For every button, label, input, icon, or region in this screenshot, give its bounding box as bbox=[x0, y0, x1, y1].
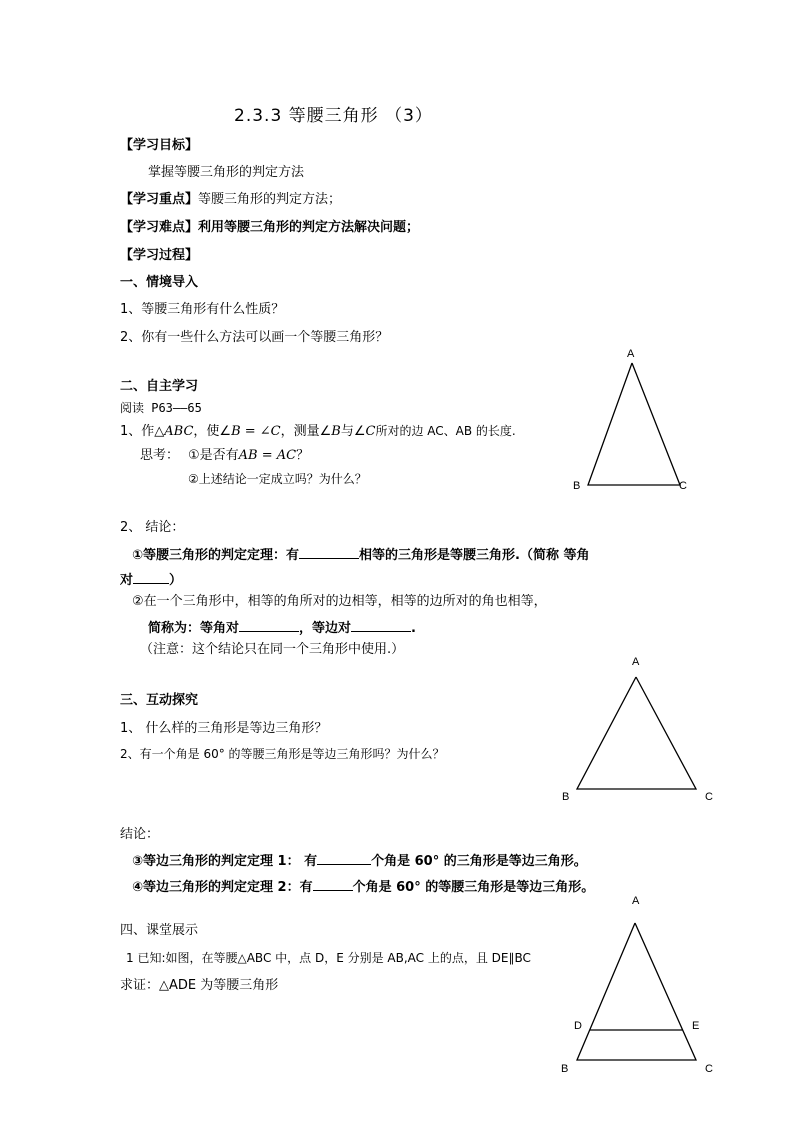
theorem1-part-b: 相等的三角形是等腰三角形.（简称 等角 bbox=[359, 548, 590, 563]
theorem-short bbox=[148, 619, 416, 635]
focus-text: 等腰三角形的判定方法； bbox=[198, 192, 342, 207]
theorem4-part-b: 个角是 60° 的等腰三角形是等边三角形。 bbox=[352, 880, 595, 895]
task-mid2: ，测量∠ bbox=[280, 424, 332, 439]
theorem3-part-b: 个角是 60° 的三角形是等边三角形。 bbox=[371, 854, 587, 869]
vertex-label-e: E bbox=[692, 1020, 700, 1032]
vertex-label-a: A bbox=[627, 348, 635, 360]
vertex-label-b: B bbox=[562, 791, 570, 803]
short-part-c: . bbox=[411, 621, 416, 636]
theorem-3 bbox=[132, 852, 587, 868]
triangle-figure-1 bbox=[570, 345, 690, 492]
goals-text: 掌握等腰三角形的判定方法 bbox=[148, 165, 305, 180]
think1-eq: AB = AC bbox=[238, 448, 297, 463]
section3-q2: 2、有一个角是 60° 的等腰三角形是等边三角形吗？为什么？ bbox=[120, 747, 445, 761]
theorem-1-continued bbox=[120, 571, 182, 587]
task-b: B bbox=[331, 424, 341, 439]
triangle-figure-2 bbox=[557, 655, 717, 805]
short-part-a: 简称为：等角对 bbox=[148, 621, 240, 636]
answer-blank-1[interactable] bbox=[299, 546, 359, 559]
section3-conclusion-label: 结论： bbox=[120, 827, 160, 842]
triangle-figure-3 bbox=[557, 893, 717, 1073]
task-line bbox=[120, 425, 516, 438]
triangle-3-outline bbox=[577, 923, 696, 1060]
answer-blank-3[interactable] bbox=[239, 619, 299, 632]
vertex-label-c: C bbox=[705, 791, 713, 803]
section4-heading: 四、课堂展示 bbox=[120, 923, 199, 938]
focus-line bbox=[120, 193, 341, 206]
vertex-label-d: D bbox=[574, 1020, 582, 1032]
vertex-label-b: B bbox=[561, 1063, 569, 1075]
vertex-label-b: B bbox=[573, 480, 581, 492]
task-mid1: ，使∠ bbox=[193, 424, 232, 439]
vertex-label-c: C bbox=[705, 1063, 713, 1075]
short-part-b: ，等边对 bbox=[299, 621, 352, 636]
difficulty-text: 利用等腰三角形的判定方法解决问题； bbox=[198, 220, 420, 235]
vertex-label-a: A bbox=[632, 895, 640, 907]
answer-blank-6[interactable] bbox=[313, 878, 353, 891]
reading-range: 阅读 P63——65 bbox=[120, 401, 202, 415]
think1-suffix: ？ bbox=[296, 448, 310, 463]
section1-heading: 一、情境导入 bbox=[120, 275, 199, 290]
theorem4-part-a: ④等边三角形的判定定理 2：有 bbox=[132, 880, 313, 895]
think-q2: ②上述结论一定成立吗？为什么？ bbox=[188, 472, 367, 486]
theorem1-part-d: ） bbox=[169, 573, 183, 588]
section2-heading: 二、自主学习 bbox=[120, 379, 199, 394]
goals-heading: 【学习目标】 bbox=[120, 138, 199, 153]
process-heading: 【学习过程】 bbox=[120, 248, 199, 263]
page-title: 2.3.3 等腰三角形 （3） bbox=[234, 106, 433, 126]
theorem-2: ②在一个三角形中，相等的角所对的边相等，相等的边所对的角也相等， bbox=[132, 594, 547, 609]
theorem1-part-a: ①等腰三角形的判定定理：有 bbox=[132, 548, 300, 563]
think-q1 bbox=[188, 449, 309, 462]
theorem-4 bbox=[132, 878, 594, 894]
section3-q1: 1、 什么样的三角形是等边三角形？ bbox=[120, 721, 328, 736]
task-prefix: 1、作△ bbox=[120, 424, 165, 439]
theorem-1 bbox=[132, 546, 589, 562]
task-mid3: 与∠ bbox=[340, 424, 366, 439]
task-suffix: 所对的边 AC、AB 的长度. bbox=[375, 424, 516, 438]
think1-prefix: ①是否有 bbox=[188, 448, 239, 463]
difficulty-line bbox=[120, 221, 419, 234]
answer-blank-5[interactable] bbox=[317, 852, 371, 865]
theorem3-part-a: ③等边三角形的判定定理 1： 有 bbox=[132, 854, 318, 869]
conclusion-label: 2、 结论： bbox=[120, 520, 185, 535]
section1-q1: 1、等腰三角形有什么性质？ bbox=[120, 302, 285, 317]
prove-statement: 求证：△ADE 为等腰三角形 bbox=[120, 978, 279, 993]
triangle-2-outline bbox=[577, 677, 696, 789]
answer-blank-4[interactable] bbox=[351, 619, 411, 632]
theorem1-part-c: 对 bbox=[120, 573, 134, 588]
answer-blank-2[interactable] bbox=[133, 571, 169, 584]
think-label: 思考： bbox=[140, 448, 180, 463]
difficulty-label: 【学习难点】 bbox=[120, 220, 199, 235]
section3-heading: 三、互动探究 bbox=[120, 693, 199, 708]
triangle-1-outline bbox=[588, 363, 680, 485]
vertex-label-a: A bbox=[632, 656, 640, 668]
task-abc: ABC bbox=[164, 424, 194, 439]
problem-statement: 1 已知:如图，在等腰△ABC 中，点 D，E 分别是 AB,AC 上的点，且 DE∥BC bbox=[126, 951, 531, 965]
task-c: C bbox=[365, 424, 376, 439]
section1-q2: 2、你有一些什么方法可以画一个等腰三角形？ bbox=[120, 330, 389, 345]
note: （注意：这个结论只在同一个三角形中使用.） bbox=[140, 642, 405, 657]
focus-label: 【学习重点】 bbox=[120, 192, 199, 207]
vertex-label-c: C bbox=[679, 480, 687, 492]
task-eq: B = ∠C bbox=[231, 424, 281, 439]
